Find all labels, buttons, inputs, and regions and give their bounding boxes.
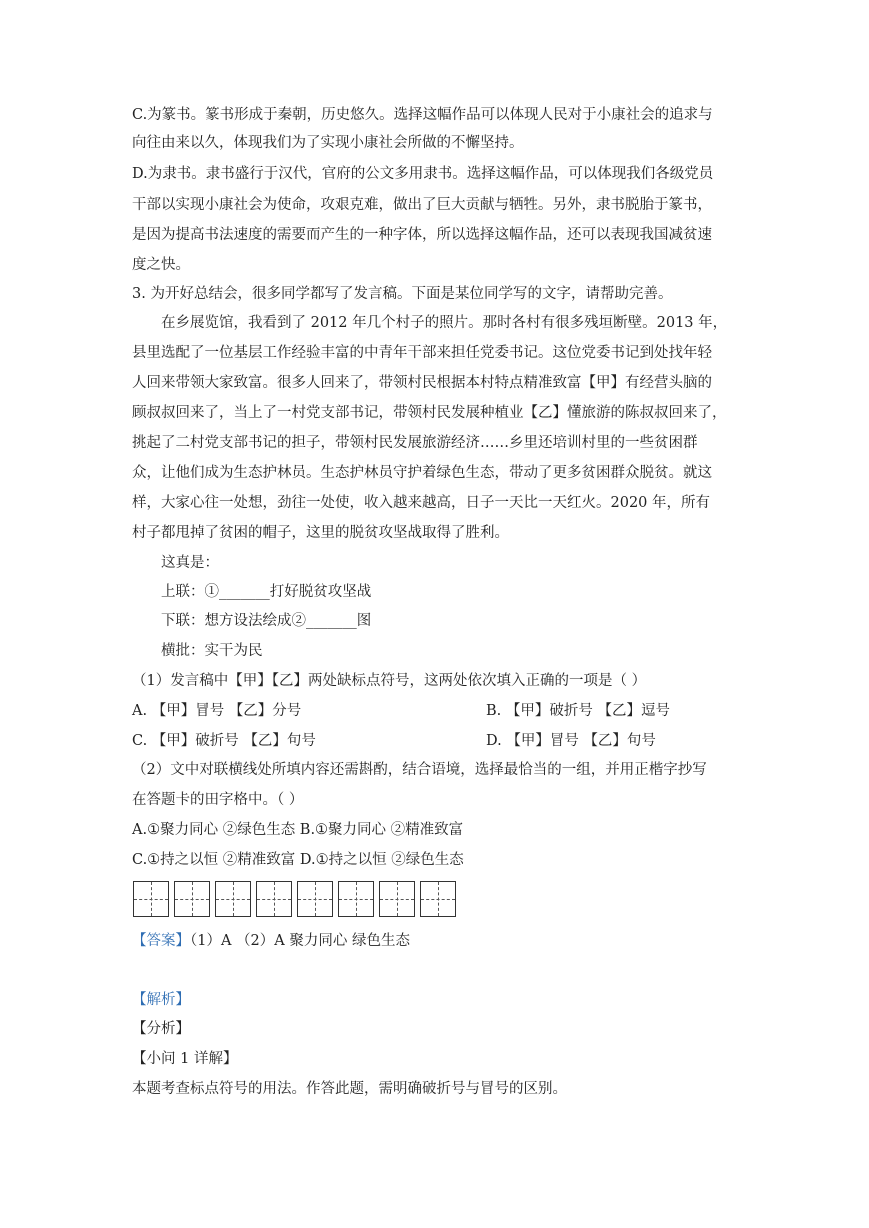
subquestion-1-detail-tag: 【小问 1 详解】	[132, 1051, 238, 1067]
passage-line-6: 众，让他们成为生态护林员。生态护林员守护着绿色生态，带动了更多贫困群众脱贫。就这	[132, 465, 712, 481]
line-d1: D.为隶书。隶书盛行于汉代，官府的公文多用隶书。选择这幅作品，可以体现我们各级党员	[132, 166, 714, 182]
option-1b: B. 【甲】破折号 【乙】逗号	[486, 703, 670, 719]
passage-line-2: 县里选配了一位基层工作经验丰富的中青年干部来担任党委书记。这位党委书记到处找年轻	[132, 345, 712, 361]
tianzige-grid	[133, 881, 461, 917]
subquestion-1: （1）发言稿中【甲】【乙】两处缺标点符号，这两处依次填入正确的一项是（ ）	[132, 673, 647, 689]
subquestion-2-line-1: （2）文中对联横线处所填内容还需斟酌，结合语境，选择最恰当的一组，并用正楷字抄写	[132, 762, 707, 778]
answer-line	[132, 931, 410, 951]
tianzige-cell	[256, 881, 292, 917]
passage-line-3: 人回来带领大家致富。很多人回来了，带领村民根据本村特点精准致富【甲】有经营头脑的	[132, 375, 712, 391]
passage-line-1: 在乡展览馆，我看到了 2012 年几个村子的照片。那时各村有很多残垣断壁。2013 年，	[161, 315, 728, 331]
explanation-line: 本题考查标点符号的用法。作答此题，需明确破折号与冒号的区别。	[132, 1081, 567, 1097]
line-c1: C.为篆书。篆书形成于秦朝，历史悠久。选择这幅作品可以体现人民对于小康社会的追求与	[132, 107, 713, 123]
analysis-tag: 【解析】	[132, 992, 190, 1008]
line-d3: 是因为提高书法速度的需要而产生的一种字体，所以选择这幅作品，还可以表现我国减贫速	[132, 227, 712, 243]
passage-line-7: 样，大家心往一处想，劲往一处使，收入越来越高，日子一天比一天红火。2020 年，所有	[132, 495, 711, 511]
option-1a: A. 【甲】冒号 【乙】分号	[132, 703, 302, 719]
passage-line-5: 挑起了二村党支部书记的担子，带领村民发展旅游经济……乡里还培训村里的一些贫困群	[132, 435, 698, 451]
line-d2: 干部以实现小康社会为使命，攻艰克难，做出了巨大贡献与牺牲。另外，隶书脱胎于篆书，	[132, 197, 712, 213]
tianzige-cell	[133, 881, 169, 917]
line-c2: 向往由来以久，体现我们为了实现小康社会所做的不懈坚持。	[132, 135, 524, 151]
fenxi-tag: 【分析】	[132, 1021, 190, 1037]
passage-line-4: 顾叔叔回来了，当上了一村党支部书记，带领村民发展种植业【乙】懂旅游的陈叔叔回来了，	[132, 405, 727, 421]
option-1c: C. 【甲】破折号 【乙】句号	[132, 733, 316, 749]
option-1d: D. 【甲】冒号 【乙】句号	[486, 733, 656, 749]
tianzige-cell	[420, 881, 456, 917]
couplet-upper: 上联：①_______打好脱贫攻坚战	[161, 584, 372, 600]
couplet-horizontal: 横批：实干为民	[161, 643, 263, 659]
answer-text: （1）A （2）A 聚力同心 绿色生态	[190, 933, 410, 949]
question-3: 3. 为开好总结会，很多同学都写了发言稿。下面是某位同学写的文字，请帮助完善。	[132, 286, 673, 302]
tianzige-cell	[379, 881, 415, 917]
answer-tag: 【答案】	[132, 933, 190, 949]
tianzige-cell	[338, 881, 374, 917]
options-2-row-2: C.①持之以恒 ②精准致富 D.①持之以恒 ②绿色生态	[132, 852, 464, 868]
couplet-lower: 下联：想方设法绘成②_______图	[161, 613, 372, 629]
options-2-row-1: A.①聚力同心 ②绿色生态 B.①聚力同心 ②精准致富	[132, 822, 464, 838]
tianzige-cell	[297, 881, 333, 917]
tianzige-cell	[174, 881, 210, 917]
tianzige-cell	[215, 881, 251, 917]
passage-line-8: 村子都甩掉了贫困的帽子，这里的脱贫攻坚战取得了胜利。	[132, 525, 509, 541]
couplet-intro: 这真是：	[161, 555, 219, 571]
line-d4: 度之快。	[132, 257, 190, 273]
subquestion-2-line-2: 在答题卡的田字格中。（ ）	[132, 792, 304, 808]
